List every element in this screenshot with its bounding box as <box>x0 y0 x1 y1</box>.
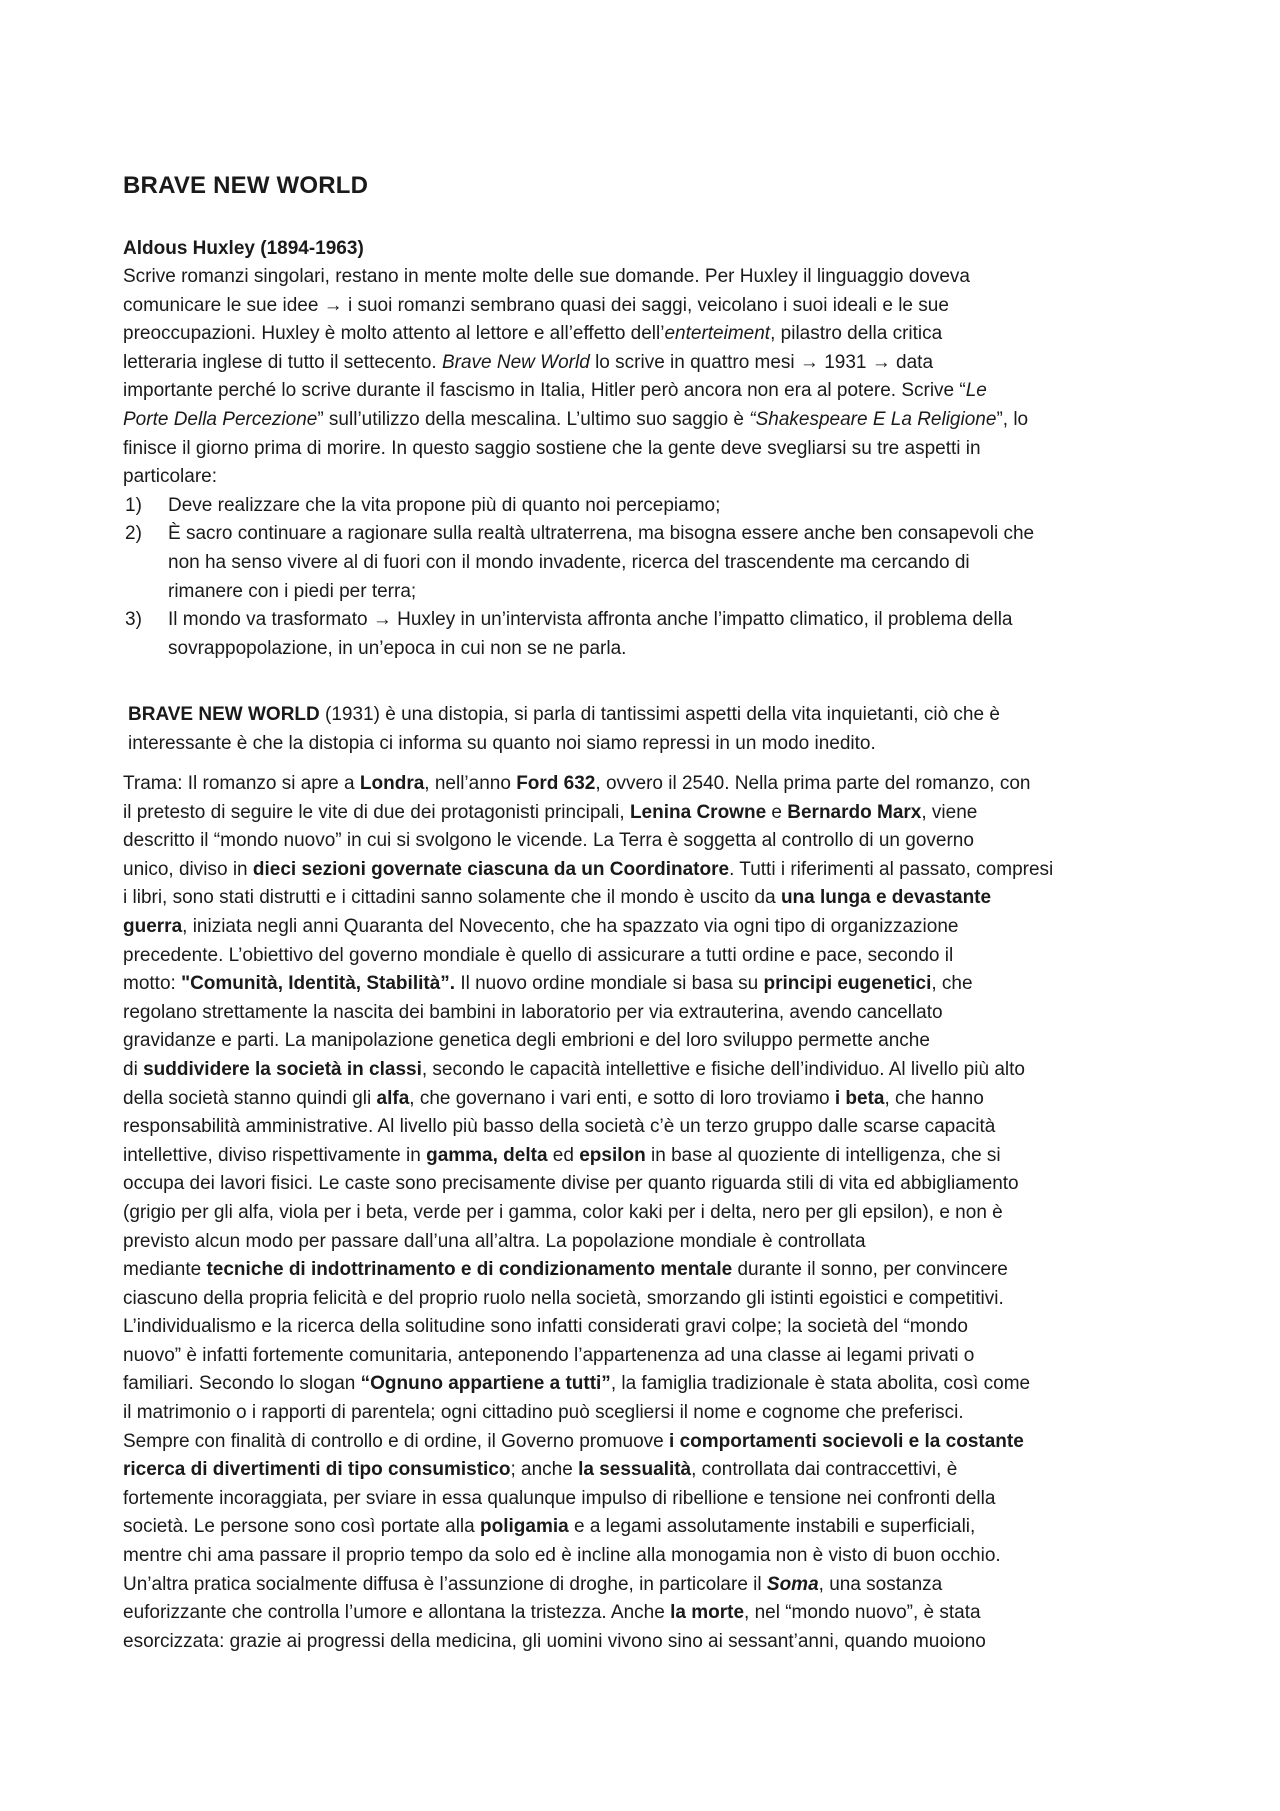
text-line: fortemente incoraggiata, per sviare in essa qualunque impulso di ribellione e tensione nei confronti della <box>123 1487 996 1509</box>
list-item: 1) Deve realizzare che la vita propone più di quanto noi percepiamo; <box>123 492 1163 521</box>
text-line: Un’altra pratica socialmente diffusa è l’assunzione di droghe, in particolare il Soma, una sostanza <box>123 1573 943 1595</box>
text-line: particolare: <box>123 466 217 488</box>
list-item: 3) Il mondo va trasformato → Huxley in un’intervista affronta anche l’impatto climatico, il problema della sovrappopolazione, in un’epoca in cui non se ne parla. <box>123 606 1163 663</box>
list-number: 3) <box>125 609 142 631</box>
text-line: unico, diviso in dieci sezioni governate ciascuna da un Coordinatore. Tutti i riferimenti al passato, compresi <box>123 858 1054 880</box>
text-line: il matrimonio o i rapporti di parentela; ogni cittadino può scegliersi il nome e cognome che preferisci. <box>123 1402 964 1424</box>
text-line: mentre chi ama passare il proprio tempo da solo ed è incline alla monogamia non è visto di buon occhio. <box>123 1545 1001 1567</box>
plot-paragraph <box>123 770 1163 1656</box>
text-line: Porte Della Percezione” sull’utilizzo della mescalina. L’ultimo suo saggio è “Shakespeare E La Religione”, lo <box>123 408 1029 430</box>
text-line: nuovo” è infatti fortemente comunitaria, anteponendo l’appartenenza ad una classe ai legami privati o <box>123 1344 975 1366</box>
list-number: 2) <box>125 523 142 545</box>
text-line: letteraria inglese di tutto il settecento. Brave New World lo scrive in quattro mesi → 1931 → data <box>123 351 934 373</box>
text-line: di suddividere la società in classi, secondo le capacità intellettive e fisiche dell’individuo. Al livello più alto <box>123 1058 1025 1080</box>
text-line: euforizzante che controlla l’umore e allontana la tristezza. Anche la morte, nel “mondo nuovo”, è stata <box>123 1602 981 1624</box>
text-line: ricerca di divertimenti di tipo consumistico; anche la sessualità, controllata dai contraccettivi, è <box>123 1459 958 1481</box>
text-line: intellettive, diviso rispettivamente in gamma, delta ed epsilon in base al quoziente di intelligenza, che si <box>123 1144 1001 1166</box>
text-line: mediante tecniche di indottrinamento e di condizionamento mentale durante il sonno, per convincere <box>123 1259 1008 1281</box>
text-line: L’individualismo e la ricerca della solitudine sono infatti considerati gravi colpe; la società del “mondo <box>123 1316 968 1338</box>
text-line: preoccupazioni. Huxley è molto attento al lettore e all’effetto dell’enterteiment, pilastro della critica <box>123 323 943 345</box>
text-line: esorcizzata: grazie ai progressi della medicina, gli uomini vivono sino ai sessant’anni, quando muoiono <box>123 1630 986 1652</box>
text-line: società. Le persone sono così portate alla poligamia e a legami assolutamente instabili e superficiali, <box>123 1516 976 1538</box>
text-line: importante perché lo scrive durante il fascismo in Italia, Hitler però ancora non era al potere. Scrive “Le <box>123 380 987 402</box>
summary-paragraph <box>128 701 1168 758</box>
list-item: 2) È sacro continuare a ragionare sulla realtà ultraterrena, ma bisogna essere anche ben consapevoli che non ha senso vivere al di fuori con il mondo invadente, ricerca del trascendente ma cercando di rimanere con i piedi per terra; <box>123 520 1163 606</box>
text-line: previsto alcun modo per passare dall’una all’altra. La popolazione mondiale è controllata <box>123 1230 866 1252</box>
intro-paragraph <box>123 263 1163 663</box>
text-line: interessante è che la distopia ci informa su quanto noi siamo repressi in un modo inedito. <box>128 732 876 754</box>
document-title: BRAVE NEW WORLD <box>123 172 369 199</box>
text-line: occupa dei lavori fisici. Le caste sono precisamente divise per quanto riguarda stili di vita ed abbigliamento <box>123 1173 1019 1195</box>
text-line: finisce il giorno prima di morire. In questo saggio sostiene che la gente deve svegliarsi su tre aspetti in <box>123 437 981 459</box>
author-heading: Aldous Huxley (1894-1963) <box>123 238 364 259</box>
text-line: guerra, iniziata negli anni Quaranta del Novecento, che ha spazzato via ogni tipo di organizzazione <box>123 915 959 937</box>
text-line: Trama: Il romanzo si apre a Londra, nell’anno Ford 632, ovvero il 2540. Nella prima parte del romanzo, con <box>123 773 1031 794</box>
text-line: Sempre con finalità di controllo e di ordine, il Governo promuove i comportamenti socievoli e la costante <box>123 1430 1024 1452</box>
text-line: Scrive romanzi singolari, restano in mente molte delle sue domande. Per Huxley il linguaggio doveva <box>123 266 971 287</box>
text-line: motto: "Comunità, Identità, Stabilità”. Il nuovo ordine mondiale si basa su principi eugenetici, che <box>123 973 973 995</box>
text-line: familiari. Secondo lo slogan “Ognuno appartiene a tutti”, la famiglia tradizionale è stata abolita, così come <box>123 1373 1031 1395</box>
text-line: il pretesto di seguire le vite di due dei protagonisti principali, Lenina Crowne e Bernardo Marx, viene <box>123 801 978 823</box>
text-line: della società stanno quindi gli alfa, che governano i vari enti, e sotto di loro troviamo i beta, che hanno <box>123 1087 984 1109</box>
text-line: precedente. L’obiettivo del governo mondiale è quello di assicurare a tutti ordine e pace, secondo il <box>123 944 954 966</box>
text-line: descritto il “mondo nuovo” in cui si svolgono le vicende. La Terra è soggetta al controllo di un governo <box>123 830 974 852</box>
text-line: gravidanze e parti. La manipolazione genetica degli embrioni e del loro sviluppo permette anche <box>123 1030 930 1052</box>
text-line: comunicare le sue idee → i suoi romanzi sembrano quasi dei saggi, veicolano i suoi ideali e le sue <box>123 294 949 316</box>
text-line: i libri, sono stati distrutti e i cittadini sanno solamente che il mondo è uscito da una lunga e devastante <box>123 887 992 909</box>
text-line: (grigio per gli alfa, viola per i beta, verde per i gamma, color kaki per i delta, nero per gli epsilon), e non è <box>123 1201 1003 1223</box>
text-line: ciascuno della propria felicità e del proprio ruolo nella società, smorzando gli istinti egoistici e competitivi. <box>123 1287 1004 1309</box>
text-line: responsabilità amministrative. Al livello più basso della società c’è un terzo gruppo dalle scarse capacità <box>123 1116 996 1138</box>
text-line: BRAVE NEW WORLD (1931) è una distopia, si parla di tantissimi aspetti della vita inquietanti, ciò che è <box>128 704 1000 725</box>
list-number: 1) <box>125 494 142 516</box>
text-line: regolano strettamente la nascita dei bambini in laboratorio per via extrauterina, avendo cancellato <box>123 1001 943 1023</box>
